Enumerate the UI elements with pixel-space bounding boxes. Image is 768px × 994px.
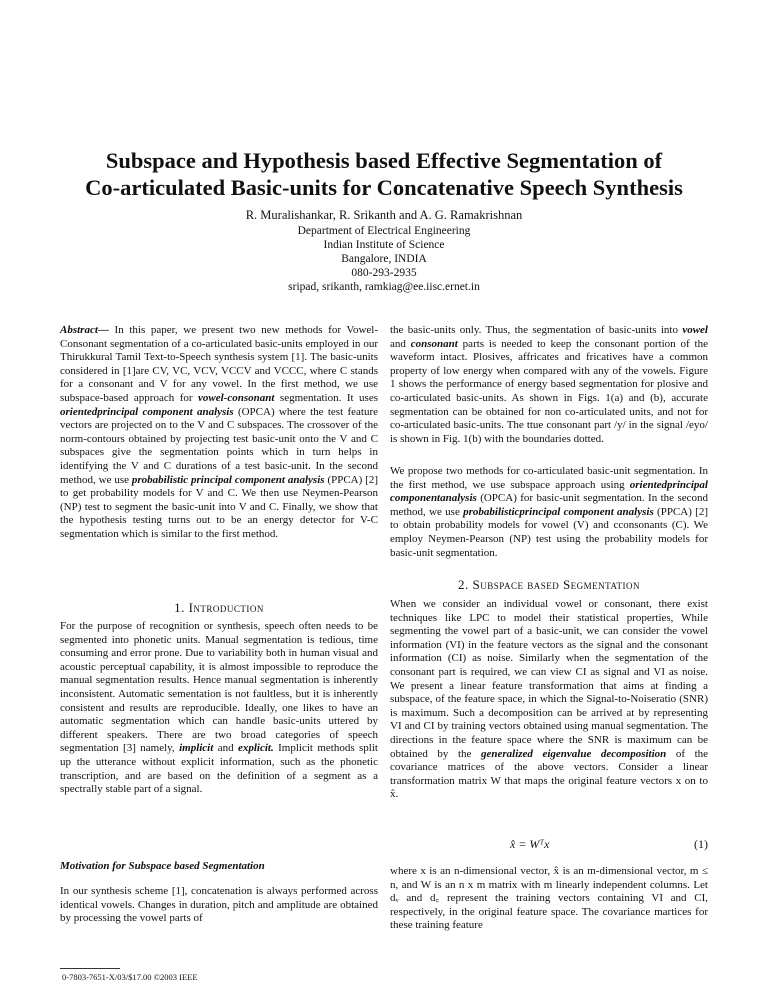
right-paragraph-2: [390, 465, 708, 560]
affiliation-institute: Indian Institute of Science: [323, 239, 445, 251]
section-2-paragraph-1: [390, 598, 708, 802]
s2-paragraph-2-text: where x is an n-dimensional vector, x̂ is an m-dimensional vector, m ≤ n, and W is an n x m matrix with m linearly independent columns. Let dᵥ and d꜀ represent the training vectors containing VI and CI, respectively, in the original feature space. The covariance martices for these training feature: [390, 865, 708, 932]
s2-text-b: of the covariance matrices of the above vectors. Consider a linear transformation matrix W that maps the original feature vectors x on to x̂.: [390, 747, 709, 801]
motivation-text: In our synthesis scheme [1], concatenation is always performed across identical vowels. Changes in duration, pitch and amplitude are obtained by processing the vowel parts of: [60, 885, 378, 925]
equation-1: [390, 837, 708, 853]
motivation-paragraph: [60, 885, 378, 926]
abstract-text-4: (PPCA) [2] to get probability models for V and C. We then use Neymen-Pearson (NP) test to segment the basic-unit into V and C. Finally, we show that the hypothesis testing turns out to be an energy detector for V-C segmentation which is similar to the first method.: [60, 473, 378, 540]
abstract-text-2: segmentation. It uses: [274, 391, 378, 404]
rc-keyword-vowel: vowel: [682, 324, 708, 336]
affiliation-city: Bangalore, INDIA: [341, 253, 427, 265]
s2-keyword-gev: generalized eigenvalue decomposition: [480, 747, 667, 760]
footnote-rule: [60, 968, 120, 969]
paper-title-line-1: Subspace and Hypothesis based Effective Segmentation of: [105, 148, 663, 173]
affiliation-phone: 080-293-2935: [351, 267, 417, 279]
intro-text-a: For the purpose of recognition or synthesis, speech often needs to be segmented into phonetic units. Manual segmentation is tedious, time consuming and error prone. Due to variability both in human visual and acoustic perceptual capability, it is almost impossible to reproduce the manual segmentation results. Hence manual segmentation is inherently inconsistent. Automatic sementation is not faultless, but it is inherently consistent and results are reproducible. Ideally, one likes to have an automatic segmentation which can handle basic-units uttered by different speakers. There are two broad categories of speech segmentation [3] namely,: [60, 620, 378, 755]
rc-text-b: and: [390, 337, 411, 350]
s2-text-a: When we consider an individual vowel or consonant, there exist techniques like LPC to model their statistical properties, While segmenting the vowel part of a basic-unit, we can consider the vowel information (VI) in the feature vectors as the signal and the consonant information (CI) as noise. Similarly when the segmentation of the consonant part is required, we can view CI as signal and VI as noise. We present a linear feature transformation that aims at finding a subspace, of the feature space, in which the Signal-to-Noiseratio (SNR) is maximum. Such a decomposition can be arrived at by representing VI and CI by training vectors obtained using manual segmentation. The directions in the feature space where the SNR is maximum can be obtained by the: [390, 598, 708, 760]
rc2-keyword-opca: orientedprincipal componentanalysis: [390, 478, 708, 505]
rc2-text-a: We propose two methods for co-articulated basic-unit segmentation. In the first method, we use subspace approach using: [390, 465, 708, 491]
abstract-keyword-opca: orientedprincipal component analysis: [60, 405, 234, 418]
rc-text-a: the basic-units only. Thus, the segmentation of basic-units into: [390, 324, 683, 336]
copyright-footnote: 0-7803-7651-X/03/$17.00 ©2003 IEEE: [62, 972, 198, 982]
rc2-text-b: (OPCA) for basic-unit segmentation. In the second method, we use: [390, 492, 708, 518]
intro-text-b: and: [213, 742, 238, 755]
section-2-paragraph-2: [390, 865, 708, 933]
affiliation-email: sripad, srikanth, ramkiag@ee.iisc.ernet.in: [288, 281, 480, 293]
rc-keyword-consonant: consonant: [410, 337, 458, 350]
abstract-keyword-vc: vowel-consonant: [198, 391, 275, 404]
right-paragraph-1: [390, 324, 708, 446]
section-2-heading: 2. Subspace based Segmentation: [458, 577, 640, 592]
abstract-paragraph: [60, 324, 378, 542]
motivation-subheading: Motivation for Subspace based Segmentation: [60, 860, 265, 872]
intro-keyword-implicit: implicit: [179, 742, 214, 755]
abstract-keyword-ppca: probabilistic principal component analysis: [131, 473, 325, 486]
affiliation-department: Department of Electrical Engineering: [297, 225, 471, 237]
abstract-text-3: (OPCA) where the test feature vectors are projected on to the V and C subspaces. The crossover of the norm-contours obtained by projecting test basic-unit onto the V and C subspaces give the segmentation points which in turn helps in identifying the V and C durations of a test basic-unit. In the second method, we use: [60, 405, 378, 486]
rc2-text-c: (PPCA) [2] to obtain probability models for vowel (V) and cconsonants (C). We employ Neymen-Pearson (NP) test using the probability models for basic-unit segmentation.: [390, 505, 709, 559]
abstract-label: Abstract—: [60, 324, 109, 336]
equation-1-number: (1): [694, 837, 708, 851]
intro-keyword-explicit: explicit.: [237, 742, 274, 755]
author-list: R. Muralishankar, R. Srikanth and A. G. Ramakrishnan: [245, 208, 523, 222]
abstract-text-1: In this paper, we present two new methods for Vowel-Consonant segmentation of a co-articulated basic-units employed in our Thirukkural Tamil Text-to-Speech synthesis system [1]. The basic-units considered in [1]are CV, VC, VCV, VCCV and VCCC, where C stands for a consonant and V for any vowel. In the first method, we use subspace-based approach for: [60, 324, 378, 404]
abstract: [60, 324, 378, 542]
rc-text-c: parts is needed to keep the consonant portion of the waveform intact. Plosives, affricates and fricatives have a common property of low energy when compared with any of the vowels. Figure 1 shows the performance of energy based segmentation for plosive and co-articulated basic-units. As shown in Figs. 1(a) and (b), accurate segmentation can be obtained for non co-articulated units, and not for co-articulated basic-units. The ttue consonant part /y/ in the signal /eyo/ is shown in Fig. 1(b) with the boundaries dotted.: [390, 337, 708, 445]
rc2-keyword-ppca: probabilisticprincipal component analysis: [463, 505, 654, 518]
section-1-heading: 1. Introduction: [174, 600, 264, 615]
equation-1-expression: x̂ = Wᵀx: [510, 837, 550, 851]
introduction-paragraph-1: [60, 620, 378, 797]
paper-title-line-2: Co-articulated Basic-units for Concatenative Speech Synthesis: [85, 175, 683, 200]
intro-text-c: Implicit methods split up the utterance without explicit information, such as the phonetic transcription, and are based on the definition of a segment as a spectrally stable part of a signal.: [60, 742, 378, 796]
